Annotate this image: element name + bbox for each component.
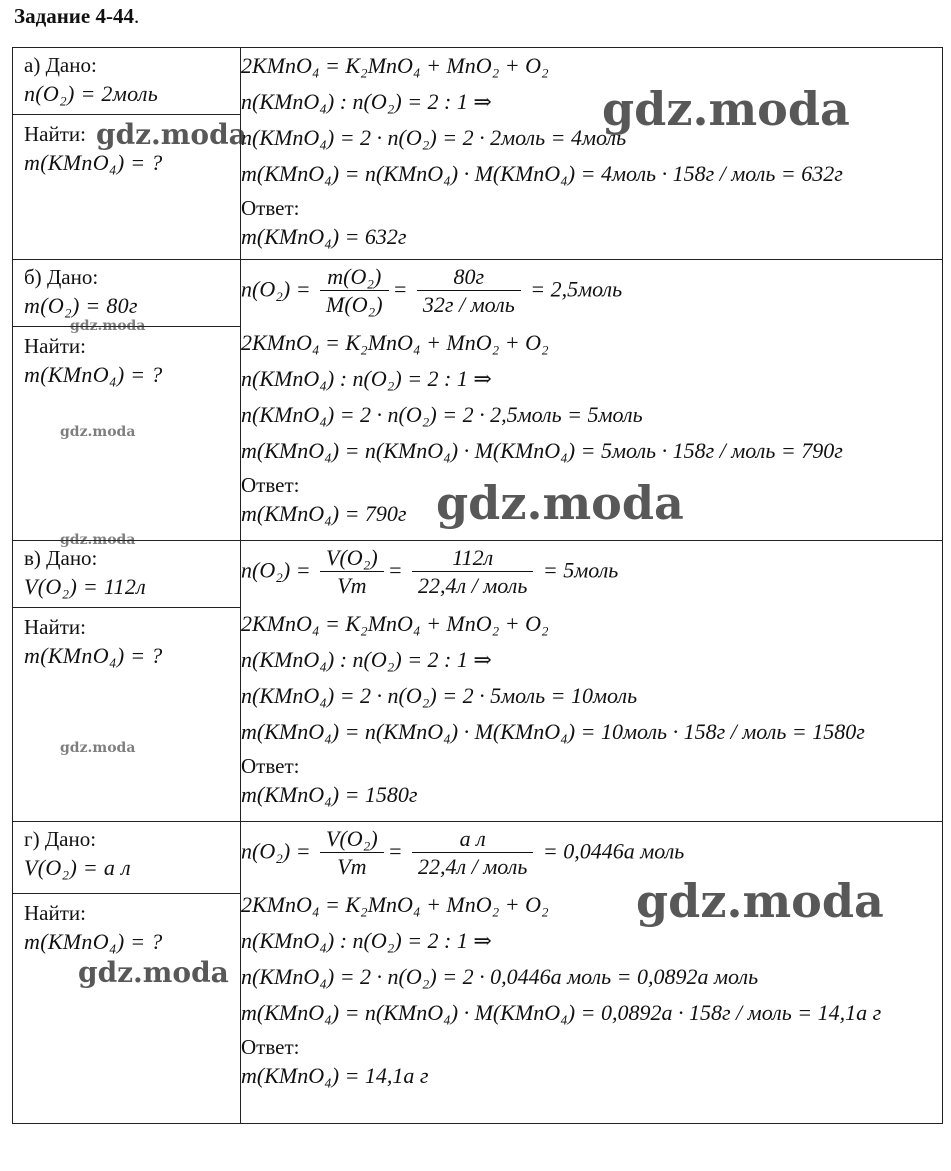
watermark-logo: gdz.moda (78, 956, 229, 989)
equation-line: n(KMnO₄) = 2 · n(O₂) = 2 · 0,0446а моль = 0,0892а моль (241, 964, 759, 989)
equation-line: 2KMnO₄ = K₂MnO₄ + MnO₂ + O₂ (241, 330, 549, 355)
fraction-equation: n(O₂) = $\frac{\text{V(O₂)}}{Vm}$ = $\frac{\text{а л}}{\text{22,4л / моль}}$ = 0,0446а моль (241, 826, 685, 879)
part-d-find: Найти: m(KMnO₄) = ? (24, 901, 163, 954)
answer-label: Ответ: (241, 1035, 300, 1059)
equation-line: m(KMnO₄) = n(KMnO₄) · M(KMnO₄) = 4моль · 158г / моль = 632г (241, 161, 843, 186)
fraction-equation: n(O₂) = $\frac{\text{V(O₂)}}{Vm}$ = $\frac{112л}{\text{22,4л / моль}}$ = 5моль (241, 545, 619, 598)
part-d-solution (241, 822, 943, 1124)
equation-line: n(KMnO₄) : n(O₂) = 2 : 1 ⇒ (241, 366, 492, 391)
equation-line: n(KMnO₄) = 2 · n(O₂) = 2 · 2,5моль = 5моль (241, 402, 643, 427)
answer-label: Ответ: (241, 473, 300, 497)
answer-label: Ответ: (241, 754, 300, 778)
part-a-solution (241, 48, 943, 260)
equation-line: n(KMnO₄) = 2 · n(O₂) = 2 · 5моль = 10моль (241, 683, 638, 708)
page-title: Задание 4-44. (14, 4, 140, 28)
equation-line: 2KMnO₄ = K₂MnO₄ + MnO₂ + O₂ (241, 53, 549, 78)
answer-value: m(KMnO₄) = 1580г (241, 782, 418, 807)
equation-line: n(KMnO₄) = 2 · n(O₂) = 2 · 2моль = 4моль (241, 125, 627, 150)
equation-line: 2KMnO₄ = K₂MnO₄ + MnO₂ + O₂ (241, 611, 549, 636)
watermark-logo: gdz.moda (70, 318, 146, 334)
equation-line: n(KMnO₄) : n(O₂) = 2 : 1 ⇒ (241, 647, 492, 672)
part-a-given-value: n(O₂) = 2моль (24, 81, 159, 106)
watermark-logo: gdz.moda (436, 476, 684, 530)
answer-value: m(KMnO₄) = 632г (241, 224, 407, 249)
equation-line: m(KMnO₄) = n(KMnO₄) · M(KMnO₄) = 5моль · 158г / моль = 790г (241, 438, 843, 463)
part-c-find: Найти: m(KMnO₄) = ? (24, 615, 163, 668)
watermark-logo: gdz.moda (636, 874, 884, 928)
equation-line: 2KMnO₄ = K₂MnO₄ + MnO₂ + O₂ (241, 892, 549, 917)
part-d-given: г) Дано: V(O₂) = а л (13, 822, 240, 894)
part-a-row (13, 48, 943, 260)
part-b-find: Найти: m(KMnO₄) = ? (24, 334, 163, 387)
answer-value: m(KMnO₄) = 14,1а г (241, 1063, 429, 1088)
equation-line: m(KMnO₄) = n(KMnO₄) · M(KMnO₄) = 10моль · 158г / моль = 1580г (241, 719, 865, 744)
watermark-logo: gdz.moda (602, 82, 850, 136)
watermark-logo: gdz.moda (60, 532, 136, 548)
watermark-logo: gdz.moda (60, 424, 136, 440)
answer-value: m(KMnO₄) = 790г (241, 501, 407, 526)
part-c-given: в) Дано: V(O₂) = 112л (13, 541, 240, 608)
equation-line: m(KMnO₄) = n(KMnO₄) · M(KMnO₄) = 0,0892а · 158г / моль = 14,1а г (241, 1000, 882, 1025)
part-a-find: Найти: m(KMnO₄) = ? (24, 122, 163, 175)
part-a-given: а) Дано: n(O₂) = 2моль (13, 48, 240, 115)
part-c-solution (241, 541, 943, 822)
answer-label: Ответ: (241, 196, 300, 220)
part-b-given: б) Дано: m(O₂) = 80г (13, 260, 240, 327)
part-c-row (13, 541, 943, 822)
watermark-logo: gdz.moda (60, 740, 136, 756)
equation-line: n(KMnO₄) : n(O₂) = 2 : 1 ⇒ (241, 89, 492, 114)
equation-line: n(KMnO₄) : n(O₂) = 2 : 1 ⇒ (241, 928, 492, 953)
fraction-equation: n(O₂) = $\frac{\text{m(O₂)}}{\text{M(O₂)}}$ = $\frac{80г}{\text{32г / моль}}$ = 2,5моль (241, 264, 623, 317)
watermark-logo: gdz.moda (96, 118, 247, 151)
